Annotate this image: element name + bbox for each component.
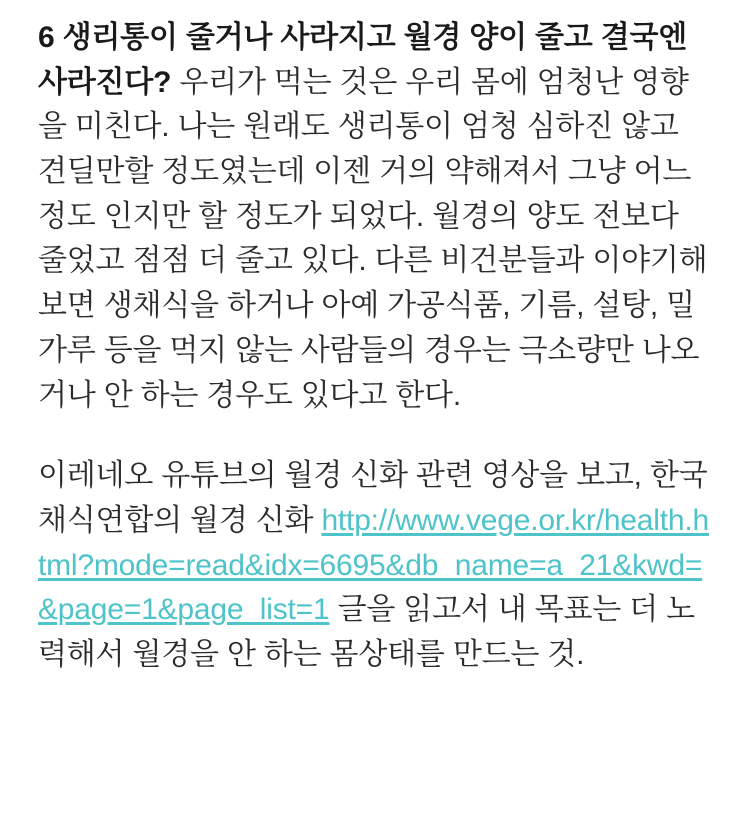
paragraph-2-text-after-link: 글을 읽고서 내 목표는 더 노력해서 월경을 안 하는 몸상태를 만드는 것. [38, 593, 695, 671]
paragraph-2 [38, 454, 712, 677]
paragraph-1 [38, 16, 712, 418]
vege-or-kr-link[interactable]: http://www.vege.or.kr/health.html?mode=read&idx=6695&db_name=a_21&kwd=&page=1&page_list=1 [38, 503, 709, 627]
paragraph-1-text: 우리가 먹는 것은 우리 몸에 엄청난 영향을 미친다. 나는 원래도 생리통이 엄청 심하진 않고 견딜만할 정도였는데 이젠 거의 약해져서 그냥 어느 정도 인지만 할 정도가 되었다. 월경의 양도 전보다 줄었고 점점 더 줄고 있다. 다른 비건분들과 이야기해보면 생채식을 하거나 아예 가공식품, 기름, 설탕, 밀가루 등을 먹지 않는 사람들의 경우는 극소량만 나오거나 안 하는 경우도 있다고 한다. [38, 65, 708, 412]
question-heading: 6 생리통이 줄거나 사라지고 월경 양이 줄고 결국엔 사라진다? [38, 21, 688, 99]
article-body [38, 16, 712, 678]
paragraph-2-text-before-link: 이레네오 유튜브의 월경 신화 관련 영상을 보고, 한국 채식연합의 월경 신화 [38, 459, 708, 537]
